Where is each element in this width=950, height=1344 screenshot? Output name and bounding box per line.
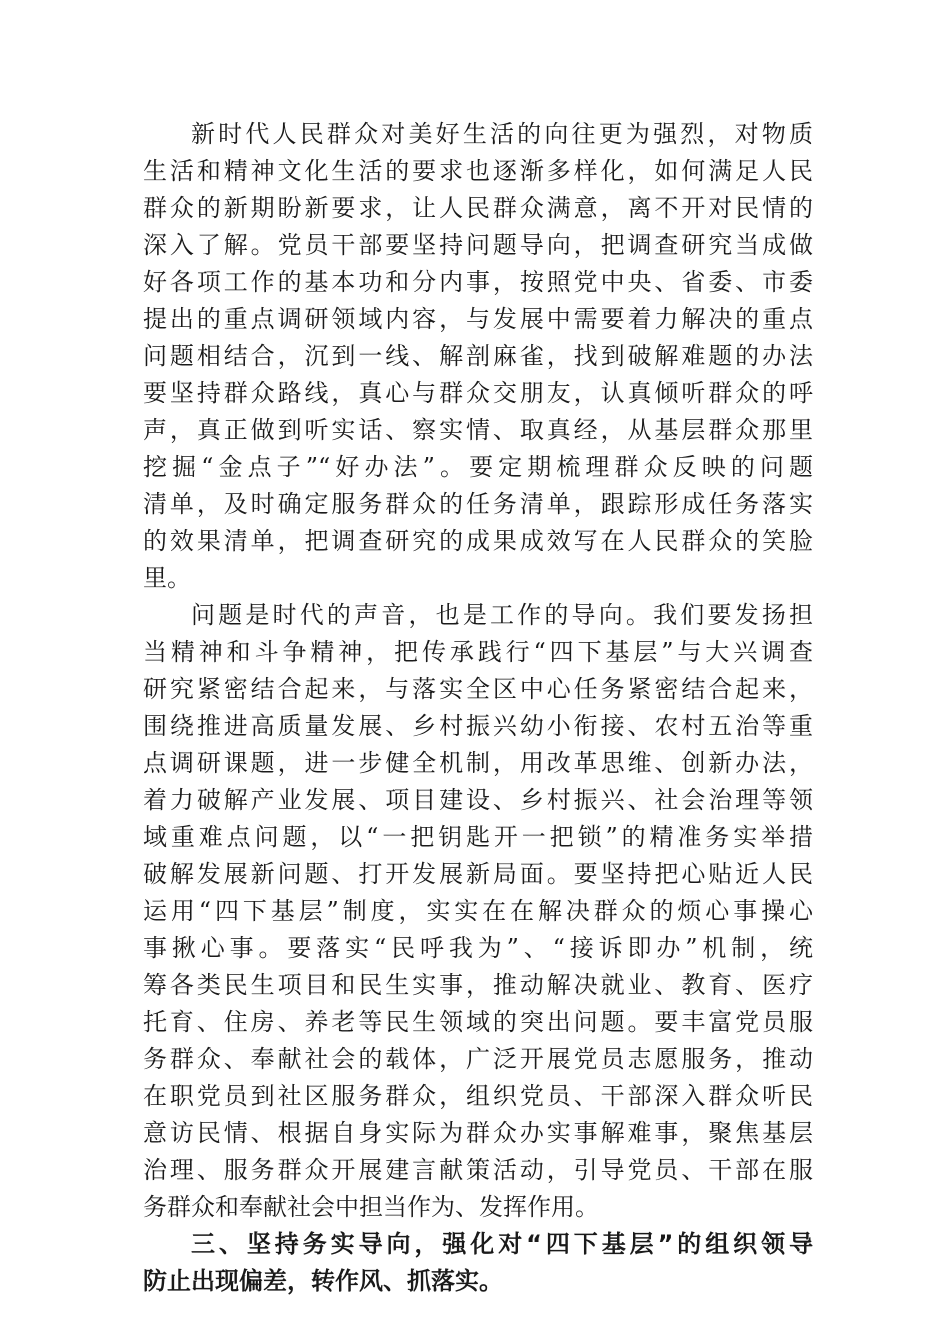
text-line: 事揪心事。要落实“民呼我为”、“接诉即办”机制，统 xyxy=(143,934,813,962)
text-line: 好各项工作的基本功和分内事，按照党中央、省委、市委 xyxy=(143,268,813,296)
text-line: 务群众、奉献社会的载体，广泛开展党员志愿服务，推动 xyxy=(143,1045,813,1073)
text-line: 声，真正做到听实话、察实情、取真经，从基层群众那里 xyxy=(143,416,813,444)
text-line: 运用“四下基层”制度，实实在在解决群众的烦心事操心 xyxy=(143,897,813,925)
text-line: 围绕推进高质量发展、乡村振兴幼小衔接、农村五治等重 xyxy=(143,712,813,740)
paragraph-2 xyxy=(143,597,813,1226)
text-line: 问题是时代的声音，也是工作的导向。我们要发扬担 xyxy=(191,601,813,629)
text-line: 生活和精神文化生活的要求也逐渐多样化，如何满足人民 xyxy=(143,157,813,185)
paragraph-1 xyxy=(143,116,813,597)
text-line: 挖掘“金点子”“好办法”。要定期梳理群众反映的问题 xyxy=(143,453,813,481)
text-line: 提出的重点调研领域内容，与发展中需要着力解决的重点 xyxy=(143,305,813,333)
text-line: 清单，及时确定服务群众的任务清单，跟踪形成任务落实 xyxy=(143,490,813,518)
text-line: 着力破解产业发展、项目建设、乡村振兴、社会治理等领 xyxy=(143,786,813,814)
text-line: 点调研课题，进一步健全机制，用改革思维、创新办法， xyxy=(143,749,813,777)
heading-line: 三、坚持务实导向，强化对“四下基层”的组织领导 xyxy=(191,1230,813,1258)
text-line: 破解发展新问题、打开发展新局面。要坚持把心贴近人民 xyxy=(143,860,813,888)
text-line: 问题相结合，沉到一线、解剖麻雀，找到破解难题的办法 xyxy=(143,342,813,370)
text-line: 在职党员到社区服务群众，组织党员、干部深入群众听民 xyxy=(143,1082,813,1110)
text-line: 治理、服务群众开展建言献策活动，引导党员、干部在服 xyxy=(143,1156,813,1184)
document-body xyxy=(143,116,813,1300)
text-line: 的效果清单，把调查研究的成果成效写在人民群众的笑脸 xyxy=(143,527,813,555)
text-line: 务群众和奉献社会中担当作为、发挥作用。 xyxy=(143,1193,599,1221)
text-line: 筹各类民生项目和民生实事，推动解决就业、教育、医疗 xyxy=(143,971,813,999)
text-line: 要坚持群众路线，真心与群众交朋友，认真倾听群众的呼 xyxy=(143,379,813,407)
text-line: 托育、住房、养老等民生领域的突出问题。要丰富党员服 xyxy=(143,1008,813,1036)
text-line: 意访民情、根据自身实际为群众办实事解难事，聚焦基层 xyxy=(143,1119,813,1147)
text-line: 新时代人民群众对美好生活的向往更为强烈，对物质 xyxy=(191,120,813,148)
text-line: 里。 xyxy=(143,564,191,592)
text-line: 研究紧密结合起来，与落实全区中心任务紧密结合起来， xyxy=(143,675,813,703)
text-line: 域重难点问题，以“一把钥匙开一把锁”的精准务实举措 xyxy=(143,823,813,851)
heading-line: 防止出现偏差，转作风、抓落实。 xyxy=(143,1267,503,1295)
text-line: 当精神和斗争精神，把传承践行“四下基层”与大兴调查 xyxy=(143,638,813,666)
text-line: 群众的新期盼新要求，让人民群众满意，离不开对民情的 xyxy=(143,194,813,222)
section-heading xyxy=(143,1226,813,1300)
text-line: 深入了解。党员干部要坚持问题导向，把调查研究当成做 xyxy=(143,231,813,259)
